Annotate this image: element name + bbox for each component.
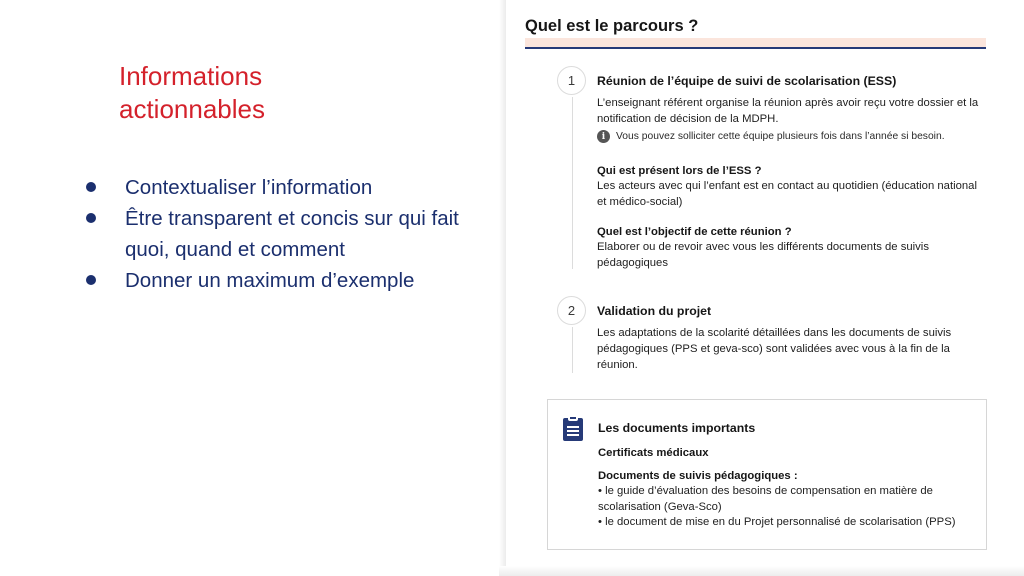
parcours-panel bbox=[506, 0, 1024, 566]
step-2-title: Validation du projet bbox=[597, 304, 712, 318]
bullet-item bbox=[86, 203, 476, 265]
step-1-answer-2: Elaborer ou de revoir avec vous les différents documents de suivis pédagogiques bbox=[597, 241, 929, 269]
documents-title: Les documents importants bbox=[598, 421, 756, 435]
panel-title: Quel est le parcours ? bbox=[525, 17, 699, 35]
step-1-answer-1: Les acteurs avec qui l’enfant est en contact au quotidien (éducation national et médico-social) bbox=[597, 180, 977, 208]
step-2-line bbox=[572, 327, 573, 373]
bullet-list bbox=[86, 172, 476, 296]
step-1-text: L’enseignant référent organise la réunion après avoir reçu votre dossier et la notification de décision de la MDPH. bbox=[597, 97, 979, 125]
step-2-badge: 2 bbox=[557, 296, 586, 325]
bullet-dot-icon bbox=[86, 213, 96, 223]
bullet-item bbox=[86, 172, 476, 203]
bullet-item bbox=[86, 265, 476, 296]
documents-box bbox=[547, 399, 987, 550]
bullet-text: Contextualiser l’information bbox=[125, 176, 373, 199]
panel-shadow-horizontal bbox=[499, 566, 1024, 576]
bullet-dot-icon bbox=[86, 182, 96, 192]
slide-title-line-2: actionnables bbox=[119, 94, 265, 124]
slide-title-line-1: Informations bbox=[119, 61, 263, 91]
bullet-text: Être transparent et concis sur qui fait quoi, quand et comment bbox=[125, 207, 459, 261]
step-1-line bbox=[572, 97, 573, 269]
step-1-question-1: Qui est présent lors de l’ESS ? bbox=[597, 165, 762, 177]
bullet-dot-icon bbox=[86, 275, 96, 285]
title-underline bbox=[525, 47, 986, 49]
step-2-text: Les adaptations de la scolarité détaillées dans les documents de suivis pédagogiques (PPS et geva-sco) sont validées avec vous à la fin de la réunion. bbox=[597, 327, 952, 371]
documents-item-1: • le guide d’évaluation des besoins de compensation en matière de scolarisation (Geva-Sco) bbox=[598, 485, 933, 513]
info-icon: i bbox=[597, 130, 610, 143]
title-underline-light bbox=[525, 38, 986, 47]
clipboard-icon bbox=[562, 415, 584, 441]
bullet-text: Donner un maximum d’exemple bbox=[125, 269, 415, 292]
step-1-question-2: Quel est l’objectif de cette réunion ? bbox=[597, 226, 792, 238]
documents-item-2: • le document de mise en du Projet personnalisé de scolarisation (PPS) bbox=[598, 516, 956, 528]
step-1-title: Réunion de l’équipe de suivi de scolarisation (ESS) bbox=[597, 74, 897, 88]
step-1-info-text: Vous pouvez solliciter cette équipe plusieurs fois dans l’année si besoin. bbox=[616, 131, 945, 142]
step-1-info bbox=[597, 130, 992, 143]
documents-sub-2: Documents de suivis pédagogiques : bbox=[598, 470, 798, 482]
step-1-badge: 1 bbox=[557, 66, 586, 95]
documents-sub-1: Certificats médicaux bbox=[598, 447, 709, 459]
slide-title bbox=[119, 60, 419, 126]
